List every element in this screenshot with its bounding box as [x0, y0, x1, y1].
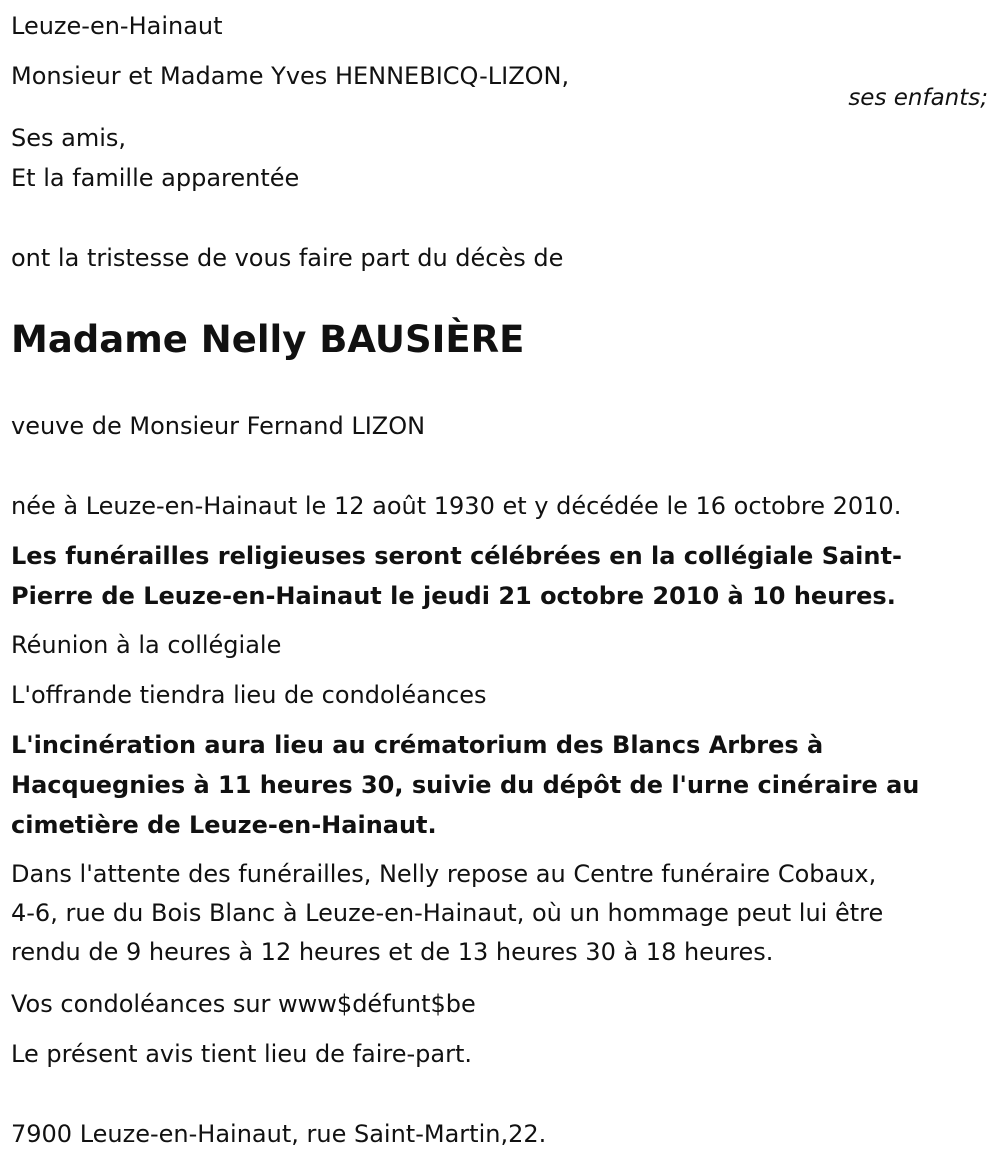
relatives-line: Et la famille apparentée: [11, 164, 300, 192]
friends-line: Ses amis,: [11, 124, 127, 152]
meeting-line: Réunion à la collégiale: [11, 631, 282, 659]
offering-line: L'offrande tiendra lieu de condoléances: [11, 681, 487, 709]
widow-line: veuve de Monsieur Fernand LIZON: [11, 412, 426, 440]
family-role: ses enfants;: [848, 85, 988, 111]
family-line: Monsieur et Madame Yves HENNEBICQ-LIZON,: [11, 62, 570, 90]
address-line: 7900 Leuze-en-Hainaut, rue Saint-Martin,22.: [11, 1120, 547, 1148]
place-heading: Leuze-en-Hainaut: [11, 12, 223, 40]
announcement-line: ont la tristesse de vous faire part du décès de: [11, 244, 564, 272]
visitation-details: Dans l'attente des funérailles, Nelly repose au Centre funéraire Cobaux, 4-6, rue du Bois Blanc à Leuze-en-Hainaut, où un hommage peut lui être rendu de 9 heures à 12 heures et de 13 heures 30 à 18 heures.: [11, 860, 884, 966]
funeral-details: Les funérailles religieuses seront célébrées en la collégiale Saint- Pierre de Leuze-en-Hainaut le jeudi 21 octobre 2010 à 10 heures.: [11, 542, 902, 610]
condolences-line: Vos condoléances sur www$défunt$be: [11, 990, 476, 1018]
birth-death-line: née à Leuze-en-Hainaut le 12 août 1930 et y décédée le 16 octobre 2010.: [11, 492, 902, 520]
deceased-name: Madame Nelly BAUSIÈRE: [11, 318, 525, 361]
notice-statement: Le présent avis tient lieu de faire-part.: [11, 1040, 473, 1068]
cremation-details: L'incinération aura lieu au crématorium des Blancs Arbres à Hacquegnies à 11 heures 30, suivie du dépôt de l'urne cinéraire au cimetière de Leuze-en-Hainaut.: [11, 731, 920, 839]
